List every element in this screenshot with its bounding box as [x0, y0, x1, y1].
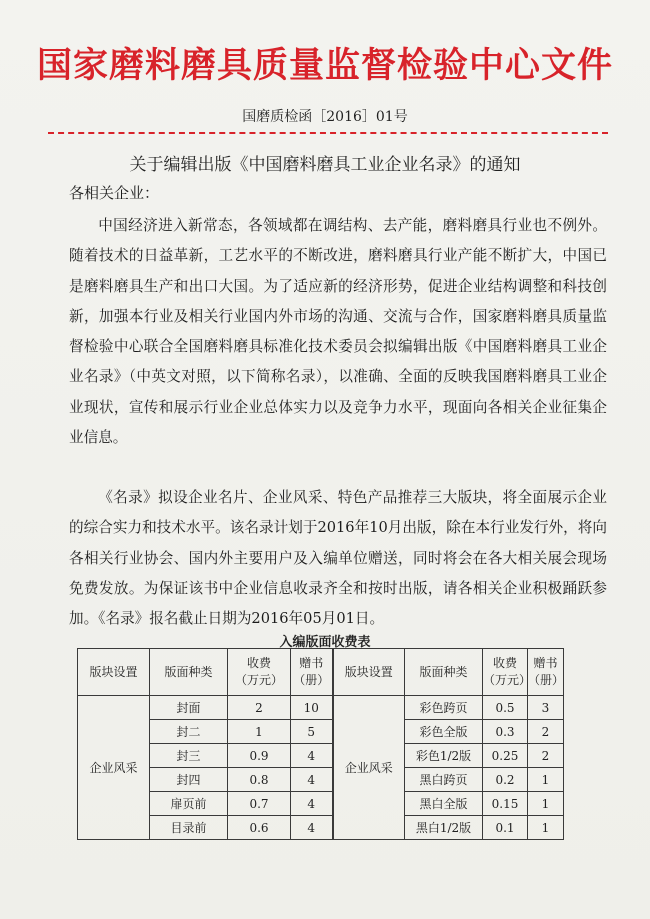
left-fee: 0.6: [228, 816, 291, 840]
right-copies: 2: [528, 744, 564, 768]
right-fee: 0.15: [483, 792, 528, 816]
left-fee: 0.9: [228, 744, 291, 768]
left-page-type: 扉页前: [150, 792, 228, 816]
left-fee: 1: [228, 720, 291, 744]
header-page-type: 版面种类: [150, 649, 228, 696]
right-copies: 1: [528, 768, 564, 792]
right-fee: 0.25: [483, 744, 528, 768]
left-page-type: 封四: [150, 768, 228, 792]
left-page-type: 封二: [150, 720, 228, 744]
left-copies: 4: [291, 792, 333, 816]
header-fee-line1: 收费: [492, 656, 517, 670]
left-section-cell: 企业风采: [78, 696, 150, 840]
table-caption: 入编版面收费表: [279, 635, 371, 650]
right-page-type: 黑白全版: [405, 792, 483, 816]
header-section: 版块设置: [78, 649, 150, 696]
header-divider: [48, 132, 608, 134]
header-copies: [528, 649, 564, 696]
salutation: 各相关企业：: [69, 184, 160, 202]
right-fee: 0.2: [483, 768, 528, 792]
table-row: [78, 696, 564, 720]
paragraph-text: 中国经济进入新常态，各领域都在调结构、去产能，磨料磨具行业也不例外。随着技术的日益革新，工艺水平的不断改进，磨料磨具行业产能不断扩大，中国已是磨料磨具生产和出口大国。为了适应新的经济形势，促进企业结构调整和科技创新，加强本行业及相关行业国内外市场的沟通、交流与合作，国家磨料磨具质量监督检验中心联合全国磨料磨具标准化技术委员会拟编辑出版《中国磨料磨具工业企业名录》（中英文对照，以下简称名录），以准确、全面的反映我国磨料磨具工业企业现状，宣传和展示行业企业总体实力以及竞争力水平，现面向各相关企业征集企业信息。: [69, 217, 607, 447]
table-header-row: [78, 649, 564, 696]
header-copies-line1: 赠书: [533, 656, 558, 670]
right-copies: 2: [528, 720, 564, 744]
table-row: [78, 792, 564, 816]
table-row: [78, 768, 564, 792]
right-copies: 1: [528, 816, 564, 840]
left-fee: 0.8: [228, 768, 291, 792]
left-page-type: 封面: [150, 696, 228, 720]
header-fee: [228, 649, 291, 696]
right-page-type: 彩色1/2版: [405, 744, 483, 768]
document-number: 国磨质检函［2016］01号: [242, 109, 408, 125]
right-copies: 3: [528, 696, 564, 720]
right-page-type: 黑白跨页: [405, 768, 483, 792]
right-fee: 0.1: [483, 816, 528, 840]
header-copies-line2: （册）: [293, 673, 330, 687]
header-fee-line1: 收费: [246, 656, 271, 670]
right-page-type: 彩色全版: [405, 720, 483, 744]
header-title: 国家磨料磨具质量监督检验中心文件: [36, 45, 613, 86]
header-copies-line2: （册）: [528, 673, 565, 687]
right-fee: 0.5: [483, 696, 528, 720]
header-copies: [291, 649, 333, 696]
header-section: 版块设置: [333, 649, 405, 696]
left-page-type: 目录前: [150, 816, 228, 840]
right-page-type: 黑白1/2版: [405, 816, 483, 840]
left-fee: 2: [228, 696, 291, 720]
table-row: [78, 816, 564, 840]
header-fee-line2: （万元）: [234, 673, 283, 687]
header-fee: [483, 649, 532, 696]
table-row: [78, 744, 564, 768]
right-fee: 0.3: [483, 720, 528, 744]
paragraph-text: 《名录》拟设企业名片、企业风采、特色产品推荐三大版块，将全面展示企业的综合实力和技术水平。该名录计划于2016年10月出版，除在本行业发行外，将向各相关行业协会、国内外主要用户及入编单位赠送，同时将会在各大相关展会现场免费发放。为保证该书中企业信息收录齐全和按时出版，请各相关企业积极踊跃参加。《名录》报名截止日期为2016年05月01日。: [69, 489, 607, 628]
left-page-type: 封三: [150, 744, 228, 768]
left-copies: 4: [291, 768, 333, 792]
body-paragraph-2: [69, 483, 607, 634]
fee-table: [77, 648, 564, 840]
right-section-cell: 企业风采: [333, 696, 405, 840]
table-row: [78, 720, 564, 744]
body-paragraph-1: [69, 211, 607, 453]
left-copies: 4: [291, 816, 333, 840]
left-copies: 4: [291, 744, 333, 768]
header-fee-line2: （万元）: [483, 673, 532, 687]
header-copies-line1: 赠书: [299, 656, 324, 670]
header-page-type: 版面种类: [405, 649, 483, 696]
left-fee: 0.7: [228, 792, 291, 816]
notice-title: 关于编辑出版《中国磨料磨具工业企业名录》的通知: [129, 155, 521, 175]
right-copies: 1: [528, 792, 564, 816]
left-copies: 5: [291, 720, 333, 744]
right-page-type: 彩色跨页: [405, 696, 483, 720]
left-copies: 10: [291, 696, 333, 720]
